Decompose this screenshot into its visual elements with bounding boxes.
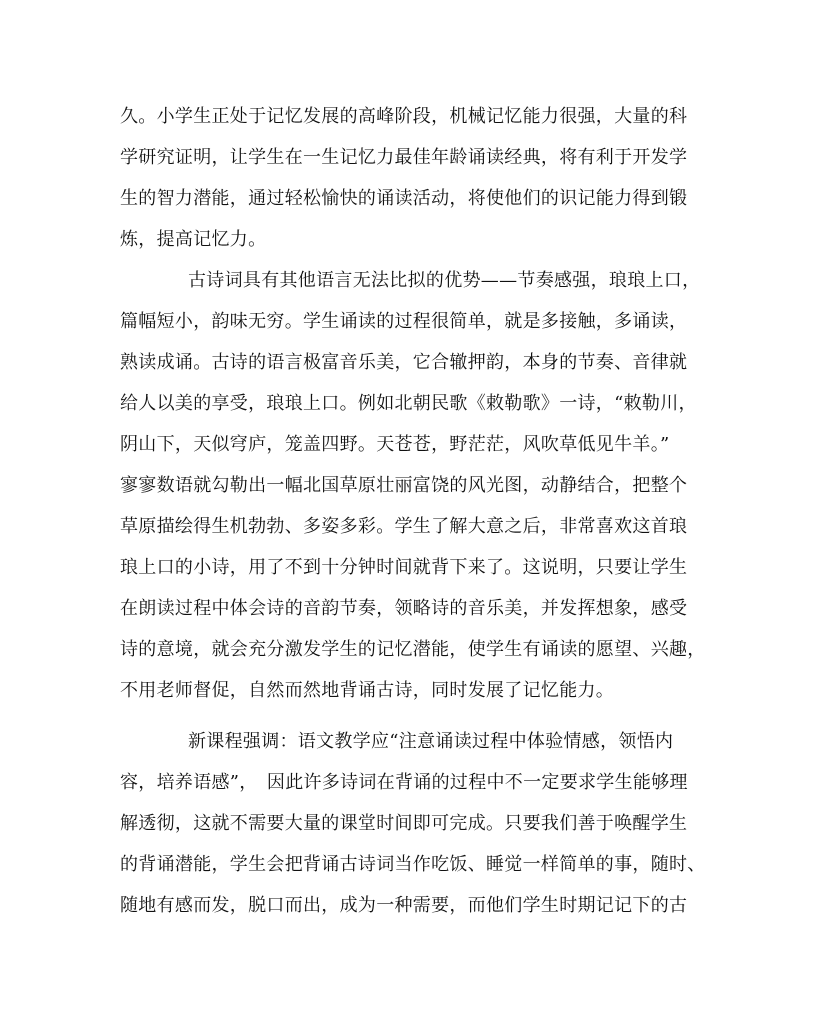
text-line: 容，培养语感”， 因此许多诗词在背诵的过程中不一定要求学生能够理: [120, 772, 688, 793]
text-line: 久。小学生正处于记忆发展的高峰阶段，机械记忆能力很强，大量的科: [120, 106, 688, 127]
text-line: 炼，提高记忆力。: [120, 229, 267, 250]
text-line: 篇幅短小，韵味无穷。学生诵读的过程很简单，就是多接触，多诵读，: [120, 311, 688, 332]
text-line: 的背诵潜能，学生会把背诵古诗词当作吃饭、睡觉一样简单的事，随时、: [120, 854, 706, 875]
text-line: 古诗词具有其他语言无法比拟的优势——节奏感强，琅琅上口，: [188, 270, 701, 291]
text-line: 生的智力潜能，通过轻松愉快的诵读活动，将使他们的识记能力得到锻: [120, 188, 688, 209]
text-line: 琅上口的小诗，用了不到十分钟时间就背下来了。这说明，只要让学生: [120, 557, 688, 578]
text-line: 新课程强调：语文教学应“注意诵读过程中体验情感，领悟内: [188, 731, 674, 752]
text-line: 诗的意境，就会充分激发学生的记忆潜能，使学生有诵读的愿望、兴趣，: [120, 639, 706, 660]
text-line: 学研究证明，让学生在一生记忆力最佳年龄诵读经典，将有利于开发学: [120, 147, 688, 168]
text-line: 阴山下，天似穹庐，笼盖四野。天苍苍，野茫茫，风吹草低见牛羊。”: [120, 434, 670, 455]
text-line: 熟读成诵。古诗的语言极富音乐美，它合辙押韵，本身的节奏、音律就: [120, 352, 688, 373]
text-line: 草原描绘得生机勃勃、多姿多彩。学生了解大意之后，非常喜欢这首琅: [120, 516, 688, 537]
text-line: 给人以美的享受，琅琅上口。例如北朝民歌《敕勒歌》一诗，“敕勒川，: [120, 393, 697, 414]
text-line: 寥寥数语就勾勒出一幅北国草原壮丽富饶的风光图，动静结合，把整个: [120, 475, 688, 496]
text-line: 随地有感而发，脱口而出，成为一种需要，而他们学生时期记记下的古: [120, 895, 688, 916]
text-line: 在朗读过程中体会诗的音韵节奏，领略诗的音乐美，并发挥想象，感受: [120, 598, 688, 619]
text-line: 解透彻，这就不需要大量的课堂时间即可完成。只要我们善于唤醒学生: [120, 813, 688, 834]
text-line: 不用老师督促，自然而然地背诵古诗，同时发展了记忆能力。: [120, 680, 615, 701]
